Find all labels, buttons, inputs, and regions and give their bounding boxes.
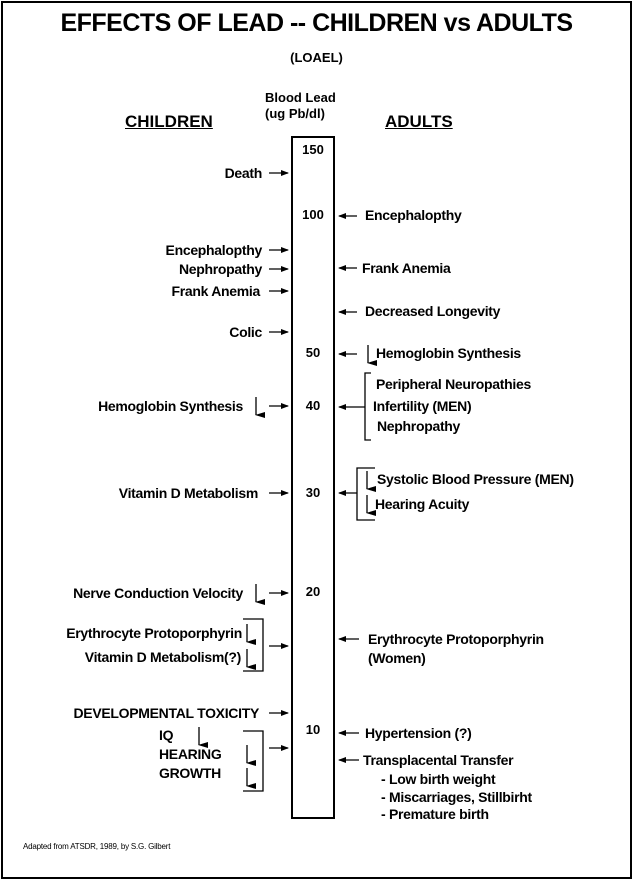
scale-label-line1: Blood Lead bbox=[265, 90, 336, 105]
child-erythrocyte-label: Erythrocyte Protoporphyrin bbox=[66, 625, 242, 641]
bracket-adult-40 bbox=[365, 373, 371, 440]
tick-40: 40 bbox=[305, 398, 321, 413]
child-encephalopathy-label: Encephalopthy bbox=[165, 242, 262, 258]
bracket-child-development bbox=[243, 731, 263, 791]
credit-note: Adapted from ATSDR, 1989, by S.G. Gilbert bbox=[23, 842, 171, 851]
adult-transplacental-label: Transplacental Transfer bbox=[363, 752, 514, 768]
scale-label-line2: (ug Pb/dl) bbox=[265, 106, 325, 121]
adult-hypertension-label: Hypertension (?) bbox=[365, 725, 472, 741]
diagram-page bbox=[1, 1, 632, 879]
child-colic-label: Colic bbox=[229, 324, 262, 340]
diagram-subtitle: (LOAEL) bbox=[290, 50, 343, 65]
tick-20: 20 bbox=[305, 584, 321, 599]
child-hemoglobin-synthesis-label: Hemoglobin Synthesis bbox=[98, 398, 243, 414]
child-developmental-label: DEVELOPMENTAL TOXICITY bbox=[73, 705, 259, 721]
adult-women-label: (Women) bbox=[368, 650, 426, 666]
tick-50: 50 bbox=[305, 345, 321, 360]
diagram-title: EFFECTS OF LEAD -- CHILDREN vs ADULTS bbox=[60, 9, 573, 37]
bracket-adult-30 bbox=[357, 468, 375, 520]
tick-10: 10 bbox=[305, 722, 321, 737]
child-vitamin-d-q-label: Vitamin D Metabolism(?) bbox=[84, 649, 241, 665]
child-nerve-conduction-label: Nerve Conduction Velocity bbox=[73, 585, 243, 601]
tick-150: 150 bbox=[302, 142, 324, 157]
adult-hearing-label: Hearing Acuity bbox=[375, 496, 470, 512]
adult-longevity-label: Decreased Longevity bbox=[365, 303, 501, 319]
adult-infertility-label: Infertility (MEN) bbox=[373, 398, 472, 414]
child-nephropathy-label: Nephropathy bbox=[178, 261, 262, 277]
child-vitamin-d-label: Vitamin D Metabolism bbox=[118, 485, 258, 501]
adult-low-birth-label: - Low birth weight bbox=[381, 771, 496, 787]
children-header: CHILDREN bbox=[125, 112, 213, 131]
bracket-child-erythrocyte bbox=[243, 619, 263, 671]
adult-premature-label: - Premature birth bbox=[381, 806, 489, 822]
adult-hemoglobin-synthesis-label: Hemoglobin Synthesis bbox=[376, 345, 521, 361]
adult-nephropathy-label: Nephropathy bbox=[377, 418, 461, 434]
tick-100: 100 bbox=[302, 207, 324, 222]
child-growth-label: GROWTH bbox=[159, 765, 221, 781]
child-iq-label: IQ bbox=[159, 727, 174, 743]
adult-encephalopathy-label: Encephalopthy bbox=[365, 207, 462, 223]
connector-arrows bbox=[3, 3, 630, 877]
tick-30: 30 bbox=[305, 485, 321, 500]
child-frank-anemia-label: Frank Anemia bbox=[171, 283, 260, 299]
adult-erythrocyte-label: Erythrocyte Protoporphyrin bbox=[368, 631, 544, 647]
child-death-label: Death bbox=[224, 165, 262, 181]
adult-systolic-label: Systolic Blood Pressure (MEN) bbox=[377, 471, 574, 487]
adults-header: ADULTS bbox=[385, 112, 453, 131]
adult-frank-anemia-label: Frank Anemia bbox=[362, 260, 451, 276]
adult-miscarriages-label: - Miscarriages, Stillbirht bbox=[381, 789, 532, 805]
child-hearing-label: HEARING bbox=[159, 746, 222, 762]
adult-peripheral-label: Peripheral Neuropathies bbox=[376, 376, 531, 392]
